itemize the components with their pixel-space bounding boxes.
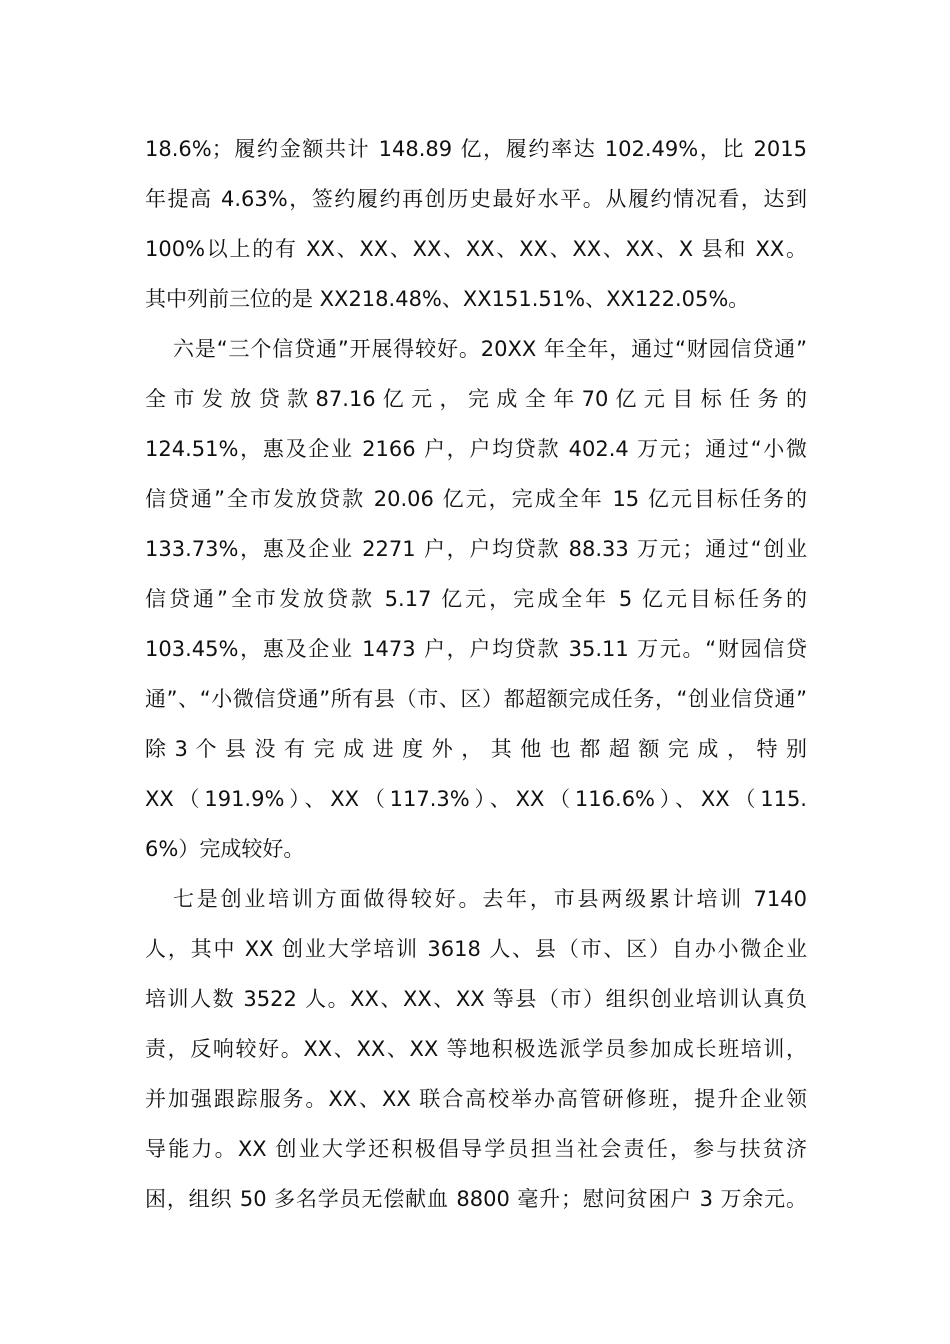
text-line: 全 市 发 放 贷 款 87.16 亿 元 ， 完 成 全 年 70 亿 元 目 标 任 务 的 [145, 387, 807, 411]
text-line: 6%）完成较好。 [145, 837, 305, 861]
text-line: 并加强跟踪服务。XX、XX 联合高校举办高管研修班，提升企业领 [145, 1087, 807, 1111]
text-line: 信贷通”全市发放贷款 20.06 亿元，完成全年 15 亿元目标任务的 [145, 487, 807, 511]
document-body [145, 124, 807, 1224]
text-line: 通”、“小微信贷通”所有县（市、区）都超额完成任务，“创业信贷通” [145, 687, 807, 711]
text-line: XX（191.9%）、XX（117.3%）、XX（116.6%）、XX（115. [145, 787, 807, 811]
text-line: 103.45%，惠及企业 1473 户，户均贷款 35.11 万元。“财园信贷 [145, 637, 807, 661]
text-line: 信贷通”全市发放贷款 5.17 亿元，完成全年 5 亿元目标任务的 [145, 587, 807, 611]
text-line: 18.6%；履约金额共计 148.89 亿，履约率达 102.49%，比 2015 [145, 137, 807, 161]
text-line: 年提高 4.63%，签约履约再创历史最好水平。从履约情况看，达到 [145, 187, 807, 211]
text-line: 培训人数 3522 人。XX、XX、XX 等县（市）组织创业培训认真负 [145, 987, 807, 1011]
text-line: 困，组织 50 多名学员无偿献血 8800 毫升；慰问贫困户 3 万余元。 [145, 1187, 807, 1211]
text-line: 导能力。XX 创业大学还积极倡导学员担当社会责任，参与扶贫济 [145, 1137, 807, 1161]
text-line: 六是“三个信贷通”开展得较好。20XX 年全年，通过“财园信贷通” [173, 337, 807, 361]
text-line: 124.51%，惠及企业 2166 户，户均贷款 402.4 万元；通过“小微 [145, 437, 807, 461]
text-line: 责，反响较好。XX、XX、XX 等地积极选派学员参加成长班培训， [145, 1037, 807, 1061]
text-line: 133.73%，惠及企业 2271 户，户均贷款 88.33 万元；通过“创业 [145, 537, 807, 561]
text-line: 除 3 个 县 没 有 完 成 进 度 外 ， 其 他 也 都 超 额 完 成 ， 特 别 [145, 737, 807, 761]
text-line: 人，其中 XX 创业大学培训 3618 人、县（市、区）自办小微企业 [145, 937, 807, 961]
text-line: 100%以上的有 XX、XX、XX、XX、XX、XX、XX、X 县和 XX。 [145, 237, 807, 261]
text-line: 七是创业培训方面做得较好。去年，市县两级累计培训 7140 [173, 887, 807, 911]
text-line: 其中列前三位的是 XX218.48%、XX151.51%、XX122.05%。 [145, 287, 750, 311]
